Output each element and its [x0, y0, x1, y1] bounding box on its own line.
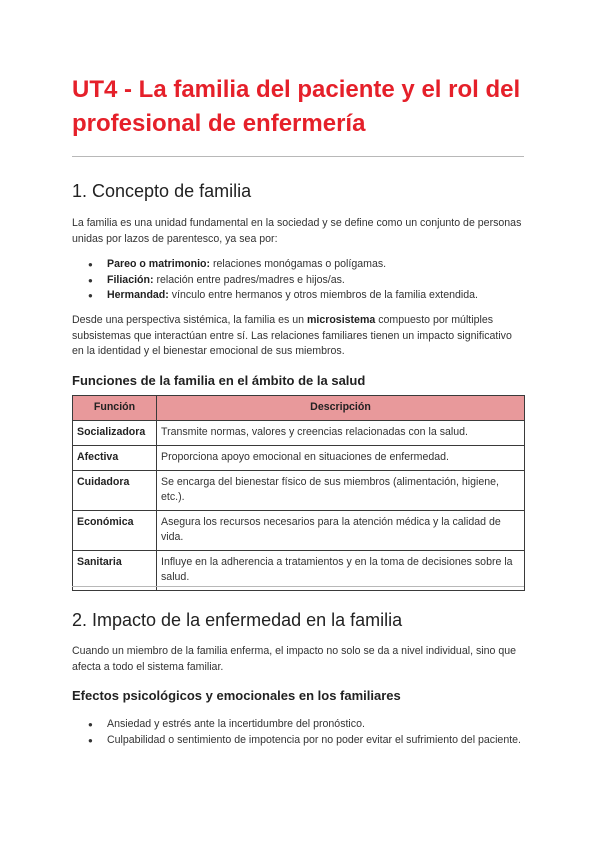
para-bold-term: microsistema: [306, 314, 376, 326]
section-2-intro: Cuando un miembro de la familia enferma, el impacto no solo se da a nivel individual, sino que afecta a todo el sistema familiar.: [72, 645, 517, 673]
description-cell: Influye en la adherencia a tratamientos y en la toma de decisiones sobre la salud.: [157, 551, 525, 591]
bullet-term: Filiación:: [107, 273, 154, 286]
list-item: [72, 257, 524, 273]
bullet-text: vínculo entre hermanos y otros miembros de la familia extendida.: [168, 289, 478, 301]
list-item: ● Ansiedad y estrés ante la incertidumbre del pronóstico.: [72, 717, 524, 733]
function-cell: Afectiva: [73, 446, 157, 471]
section-2-subheading: Efectos psicológicos y emocionales en los familiares: [72, 688, 401, 703]
bullet-term: Hermandad:: [107, 289, 169, 301]
emotional-effects-list: [72, 717, 524, 748]
list-item: [72, 288, 524, 304]
table-row: [73, 446, 525, 471]
section-2-heading: 2. Impacto de la enfermedad en la familia: [72, 610, 403, 630]
section-1-intro: La familia es una unidad fundamental en la sociedad y se define como un conjunto de personas unidas por lazos de parentesco, ya sea por:: [72, 217, 522, 245]
description-cell: Proporciona apoyo emocional en situaciones de enfermedad.: [157, 446, 525, 471]
divider: [72, 156, 524, 157]
section-1-paragraph: [72, 313, 524, 360]
function-cell: Cuidadora: [73, 471, 157, 511]
table-row: [73, 471, 525, 511]
table-heading: Funciones de la familia en el ámbito de la salud: [72, 373, 366, 388]
page-title: UT4 - La familia del paciente y el rol del profesional de enfermería: [72, 76, 521, 137]
table-row: [73, 551, 525, 591]
bullet-text: relaciones monógamas o polígamas.: [210, 258, 387, 270]
family-bond-list: [72, 257, 524, 304]
divider: [72, 586, 524, 587]
family-functions-table: [72, 395, 525, 591]
function-cell: Socializadora: [73, 421, 157, 446]
bullet-term: Pareo o matrimonio:: [107, 258, 211, 270]
para-text: Desde una perspectiva sistémica, la familia es un: [72, 314, 307, 326]
list-item: ● Culpabilidad o sentimiento de impotencia por no poder evitar el sufrimiento del paciente.: [72, 733, 524, 749]
bullet-text: relación entre padres/madres e hijos/as.: [153, 273, 345, 286]
description-cell: Transmite normas, valores y creencias relacionadas con la salud.: [157, 421, 525, 446]
column-header: Descripción: [157, 396, 525, 421]
para-text: compuesto por múltiples subsistemas que interactúan entre sí. Las relaciones familiares tienen un impacto significativo en la identidad y el bienestar emocional de sus miembros.: [72, 314, 512, 357]
column-header: Función: [73, 396, 157, 421]
function-cell: Sanitaria: [73, 551, 157, 591]
table-header-row: [73, 396, 525, 421]
table-row: [73, 421, 525, 446]
table-row: [73, 511, 525, 551]
description-cell: Se encarga del bienestar físico de sus miembros (alimentación, higiene, etc.).: [157, 471, 525, 511]
section-1-heading: 1. Concepto de familia: [72, 181, 252, 201]
description-cell: Asegura los recursos necesarios para la atención médica y la calidad de vida.: [157, 511, 525, 551]
function-cell: Económica: [73, 511, 157, 551]
list-item: [72, 273, 524, 289]
